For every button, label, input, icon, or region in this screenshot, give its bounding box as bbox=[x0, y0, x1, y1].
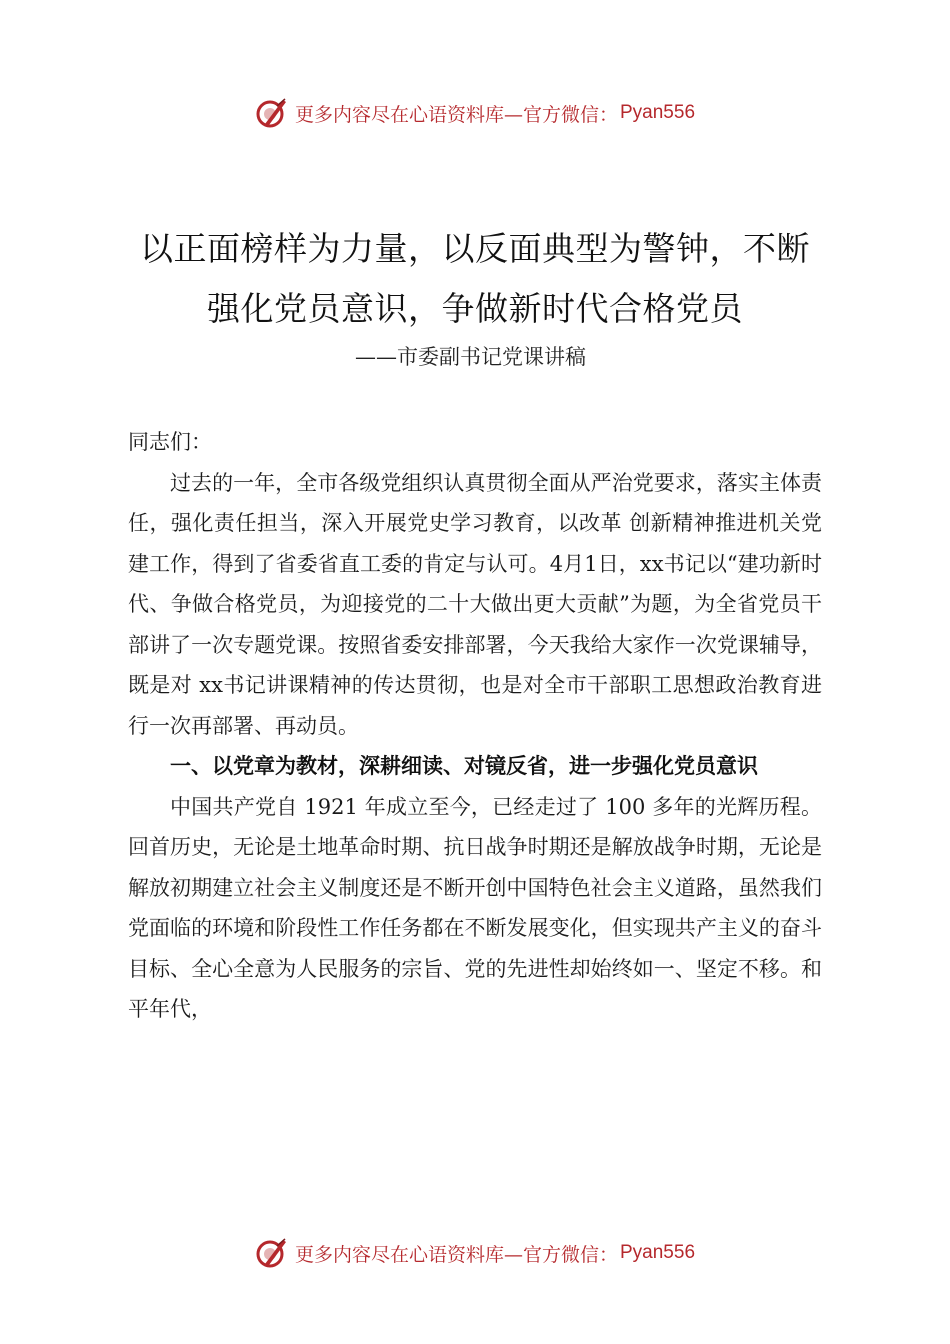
salutation: 同志们： bbox=[128, 430, 212, 454]
document-body bbox=[128, 422, 822, 1030]
feather-pen-logo-icon bbox=[255, 1236, 289, 1270]
wechat-id: Pyan556 bbox=[620, 1242, 696, 1263]
document-subtitle: ——市委副书记党课讲稿 bbox=[355, 345, 586, 369]
document-title-line1: 以正面榜样为力量，以反面典型为警钟，不断 bbox=[140, 229, 810, 268]
wechat-id: Pyan556 bbox=[620, 102, 696, 123]
watermark-text: 更多内容尽在心语资料库—官方微信： bbox=[294, 103, 618, 126]
feather-pen-logo-icon bbox=[255, 96, 289, 130]
paragraph-history: 中国共产党自 1921 年成立至今，已经走过了 100 多年的光辉历程。回首历史，无论是土地革命时期、抗日战争时期还是解放战争时期，无论是解放初期建立社会主义制度还是不断开创中国特色社会主义道路，虽然我们党面临的环境和阶段性工作任务都在不断发展变化，但实现共产主义的奋斗目标、全心全意为人民服务的宗旨、党的先进性却始终如一、坚定不移。和平年代， bbox=[128, 794, 822, 1021]
watermark-header bbox=[0, 93, 950, 133]
section-heading-1: 一、以党章为教材，深耕细读、对镜反省，进一步强化党员意识 bbox=[170, 754, 758, 778]
document-title-line2: 强化党员意识，争做新时代合格党员 bbox=[207, 289, 743, 328]
watermark-footer bbox=[0, 1233, 950, 1273]
paragraph-intro: 过去的一年，全市各级党组织认真贯彻全面从严治党要求，落实主体责任，强化责任担当，深入开展党史学习教育，以改革 创新精神推进机关党建工作，得到了省委省直工委的肯定与认可。4月1日，xx书记以“建功新时代、争做合格党员，为迎接党的二十大做出更大贡献”为题，为全省党员干部讲了一次专题党课。按照省委安排部署，今天我给大家作一次党课辅导，既是对 xx书记讲课精神的传达贯彻，也是对全市干部职工思想政治教育进 行一次再部署、再动员。 bbox=[128, 470, 822, 738]
watermark-text: 更多内容尽在心语资料库—官方微信： bbox=[294, 1243, 618, 1266]
